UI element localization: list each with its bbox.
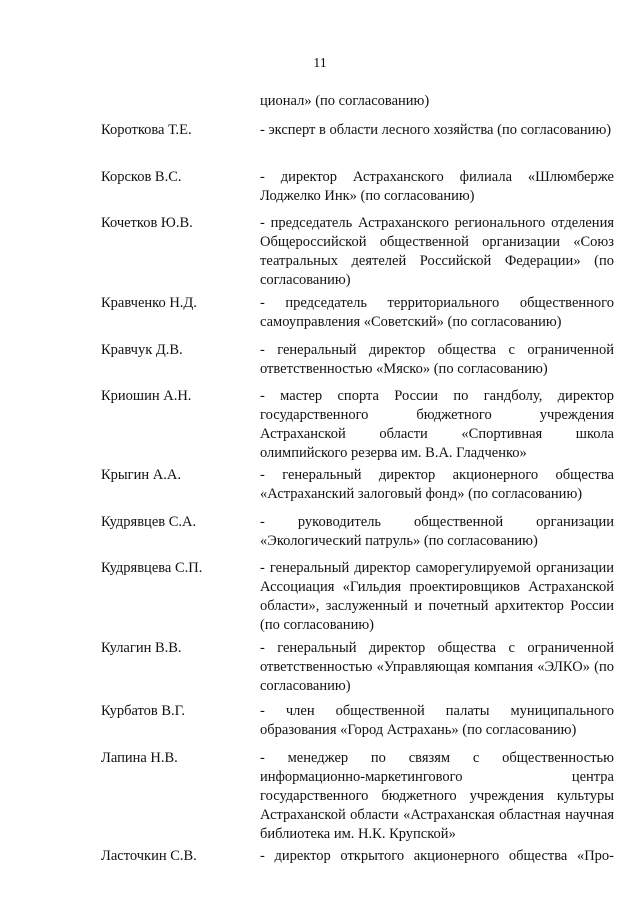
member-name: Крыгин А.А. (101, 467, 181, 483)
member-description: - генеральный директор общества с ограниченной ответственностью «Управляющая компания «ЭЛКО» (по согласованию) (260, 640, 614, 694)
member-name: Кравчук Д.В. (101, 342, 183, 358)
member-description: - председатель Астраханского регионального отделения Общероссийской общественной организации «Союз театральных деятелей Российской Федерации» (по согласованию) (260, 215, 614, 288)
continued-text: ционал» (по согласованию) (260, 93, 430, 109)
member-description: - мастер спорта России по гандболу, директор государственного бюджетного учреждения Астраханской области «Спортивная школа олимпийского резерва им. В.А. Гладченко» (260, 388, 614, 461)
member-description: - генеральный директор общества с ограниченной ответственностью «Мяско» (по согласованию) (260, 342, 614, 377)
member-name: Лапина Н.В. (101, 750, 178, 766)
member-description: - руководитель общественной организации «Экологический патруль» (по согласованию) (260, 514, 614, 549)
member-description: - менеджер по связям с общественностью информационно-маркетингового центра государственного бюджетного учреждения культуры Астраханской области «Астраханская областная научная библиотека им. Н.К. Крупской» (260, 750, 614, 842)
member-description: - член общественной палаты муниципального образования «Город Астрахань» (по согласованию) (260, 703, 614, 738)
member-description: - председатель территориального общественного самоуправления «Советский» (по согласованию) (260, 295, 614, 330)
member-description: - генеральный директор саморегулируемой организации Ассоциация «Гильдия проектировщиков Астраханской области», заслуженный и почетный архитектор России (по согласованию) (260, 560, 614, 633)
member-description: - генеральный директор акционерного общества «Астраханский залоговый фонд» (по согласованию) (260, 467, 614, 502)
member-name: Кравченко Н.Д. (101, 295, 197, 311)
member-name: Кулагин В.В. (101, 640, 182, 656)
member-name: Курбатов В.Г. (101, 703, 186, 719)
member-description: - директор Астраханского филиала «Шлюмберже Лоджелко Инк» (по согласованию) (260, 169, 614, 204)
member-name: Кочетков Ю.В. (101, 215, 193, 231)
member-name: Кудрявцева С.П. (101, 560, 203, 576)
member-description: - эксперт в области лесного хозяйства (по согласованию) (260, 122, 612, 138)
page-number: 11 (313, 56, 327, 71)
member-name: Ласточкин С.В. (101, 848, 197, 864)
member-name: Криошин А.Н. (101, 388, 192, 404)
member-name: Кудрявцев С.А. (101, 514, 197, 530)
member-name: Короткова Т.Е. (101, 122, 192, 138)
member-description: - директор открытого акционерного общества «Про- (260, 848, 614, 864)
member-name: Корсков В.С. (101, 169, 182, 185)
